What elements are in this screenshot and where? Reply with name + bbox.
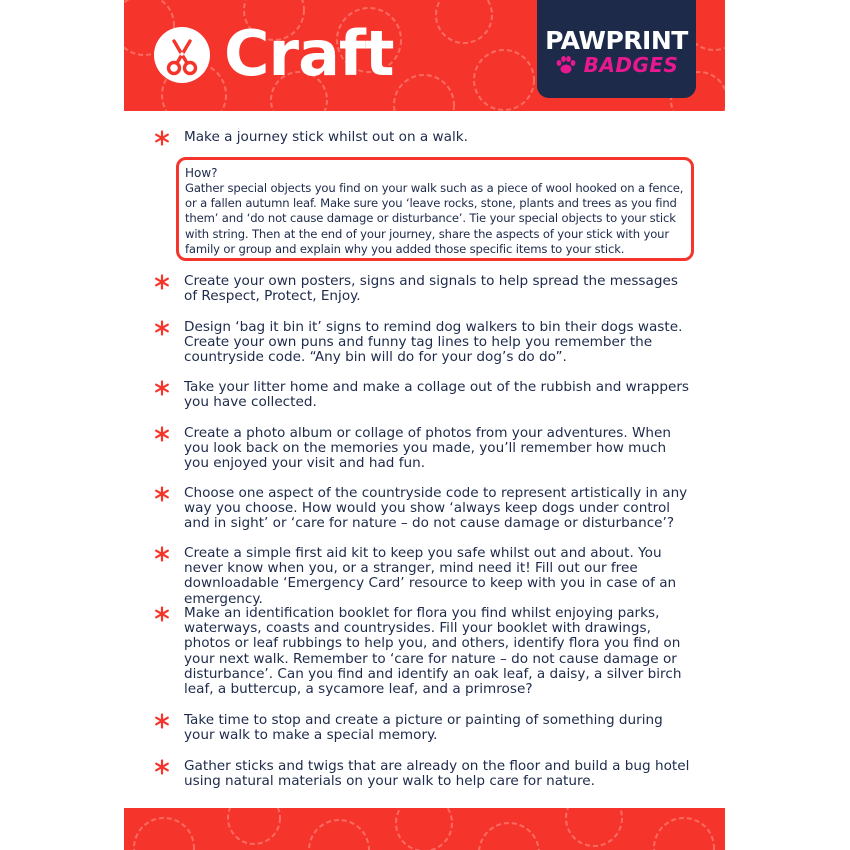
item-text: Create your own posters, signs and signals to help spread the messages of Respect, Protect, Enjoy. (184, 273, 678, 305)
item-text: Make an identification booklet for flora you find whilst enjoying parks, waterways, coasts and countrysides. Fill your booklet with drawings, photos or leaf rubbings to help you, and others, identify flora you find on your next walk. Remember to ‘care for nature – do not cause damage or disturbance’. Can you find and identify an oak leaf, a daisy, a silver birch leaf, a buttercup, a sycamore leaf, and a primrose? (184, 605, 682, 698)
asterisk-bullet-icon (154, 606, 170, 622)
item-text: Gather sticks and twigs that are already on the floor and build a bug hotel using natural materials on your walk to help care for nature. (184, 758, 690, 790)
circle-pattern (124, 808, 725, 850)
brand-subline (537, 52, 696, 78)
item-text: Choose one aspect of the countryside code to represent artistically in any way you choose. How would you show ‘always keep dogs under control and in sight’ or ‘care for nature – do not cause damage or disturbance’? (184, 485, 688, 532)
brand-name: PAWPRINT (545, 26, 688, 55)
asterisk-bullet-icon (154, 380, 170, 396)
how-label: How? (185, 166, 218, 180)
item-text: Take your litter home and make a collage out of the rubbish and wrappers you have collected. (184, 379, 689, 411)
paw-icon (555, 55, 577, 75)
brand-badges: BADGES (583, 53, 679, 77)
scissors-badge (154, 27, 210, 83)
asterisk-bullet-icon (154, 759, 170, 775)
item-text: Make a journey stick whilst out on a walk. (184, 129, 468, 145)
footer-banner (124, 808, 725, 850)
how-box (176, 157, 694, 261)
asterisk-bullet-icon (154, 713, 170, 729)
asterisk-bullet-icon (154, 546, 170, 562)
asterisk-bullet-icon (154, 274, 170, 290)
asterisk-bullet-icon (154, 426, 170, 442)
asterisk-bullet-icon (154, 130, 170, 146)
asterisk-bullet-icon (154, 486, 170, 502)
page-title: Craft (224, 17, 394, 90)
pawprint-badges-logo (537, 0, 696, 98)
item-text: Design ‘bag it bin it’ signs to remind dog walkers to bin their dogs waste. Create your own puns and funny tag lines to help you remember the countryside code. “Any bin will do for your dog’s do do”. (184, 319, 683, 366)
asterisk-bullet-icon (154, 320, 170, 336)
activity-sheet (124, 0, 725, 850)
item-text: Take time to stop and create a picture or painting of something during your walk to make a special memory. (184, 712, 663, 744)
scissors-icon (154, 27, 210, 83)
item-text: Create a photo album or collage of photos from your adventures. When you look back on the memories you made, you’ll remember how much you enjoyed your visit and had fun. (184, 425, 672, 472)
item-text: Create a simple first aid kit to keep you safe whilst out and about. You never know when you, or a stranger, mind need it! Fill out our free downloadable ‘Emergency Card’ resource to keep with you in case of an emergency. (184, 545, 677, 607)
how-text: Gather special objects you find on your walk such as a piece of wool hooked on a fence, or a fallen autumn leaf. Make sure you ‘leave rocks, stone, plants and trees as you find them’ and ‘do not cause damage or disturbance’. Tie your special objects to your stick with string. Then at the end of your journey, share the aspects of your stick with your family or group and explain why you added those specific items to your stick. (185, 181, 684, 256)
header-banner (124, 0, 725, 111)
